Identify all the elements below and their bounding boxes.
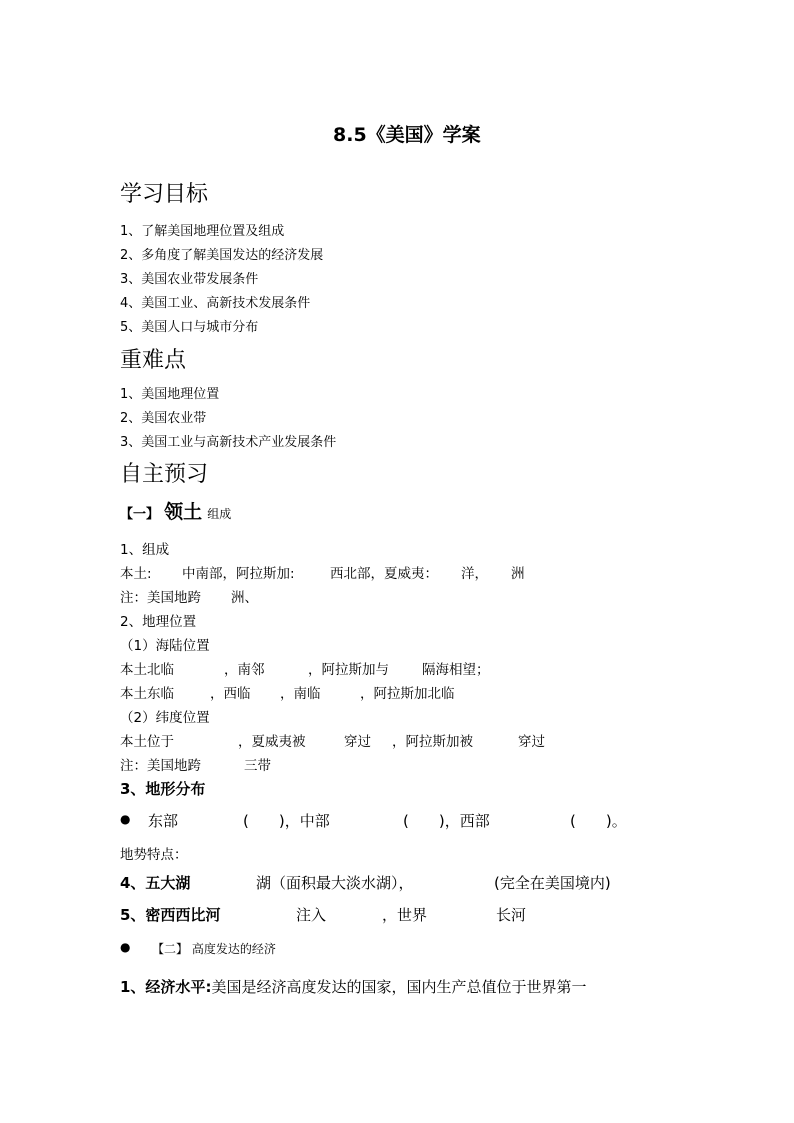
objectives-heading: 学习目标 (120, 182, 209, 207)
line-part: ，阿拉斯加北临 (360, 686, 455, 702)
bullet-icon: ● (120, 940, 131, 954)
line-part: ，西临 (210, 686, 251, 702)
terrain-part: 东部 (148, 812, 179, 830)
economy-line (120, 976, 586, 997)
economy-label: 1、经济水平: (120, 978, 212, 996)
objective-item: 5、美国人口与城市分布 (120, 320, 259, 335)
terrain-heading: 3、地形分布 (120, 780, 206, 798)
line-part: ，夏威夷被 (238, 734, 306, 750)
keypoint-item: 3、美国工业与高新技术产业发展条件 (120, 435, 337, 450)
mainland-part: 洲 (511, 566, 525, 582)
section2-label: 【二】 高度发达的经济 (152, 942, 276, 956)
line-part: 隔海相望； (422, 662, 490, 678)
objective-item: 2、多角度了解美国发达的经济发展 (120, 248, 324, 263)
terrain-trend: 地势特点： (120, 847, 188, 863)
section2-title (120, 940, 340, 960)
sea-land-line-1 (120, 658, 500, 678)
lakes-part: 湖（面积最大淡水湖）， (256, 874, 414, 892)
note-part: 三带 (244, 758, 271, 774)
terrain-part: ( )。 (570, 812, 627, 830)
lakes-line (120, 872, 640, 894)
line-part: ，南临 (280, 686, 321, 702)
latitude-note (120, 754, 300, 774)
line-part: 本土位于 (120, 734, 174, 750)
economy-text: 美国是经济高度发达的国家，国内生产总值位于世界第一 (211, 978, 587, 996)
composition-heading: 1、组成 (120, 542, 170, 558)
river-part: 注入 (296, 906, 327, 924)
composition-note (120, 586, 320, 606)
keypoint-item: 1、美国地理位置 (120, 387, 220, 402)
latitude-heading: （2）纬度位置 (120, 710, 210, 726)
page-title: 8.5《美国》学案 (333, 124, 481, 146)
line-part: ，阿拉斯加被 (392, 734, 473, 750)
objective-item: 3、美国农业带发展条件 (120, 272, 259, 287)
section1-title-big: 领土 (164, 501, 203, 523)
mainland-line (120, 562, 540, 582)
terrain-part: ( )，西部 (403, 812, 490, 830)
sea-land-heading: （1）海陆位置 (120, 638, 210, 654)
lakes-part: (完全在美国境内) (494, 874, 611, 892)
section1-title-small: 组成 (207, 507, 232, 521)
river-part: 长河 (496, 906, 527, 924)
mainland-label: 本土: (120, 566, 152, 582)
bullet-icon: ● (120, 812, 131, 826)
line-part: 穿过 (344, 734, 371, 750)
note-part: 洲、 (231, 590, 258, 606)
location-heading: 2、地理位置 (120, 614, 197, 630)
latitude-line (120, 730, 560, 750)
objective-item: 4、美国工业、高新技术发展条件 (120, 296, 311, 311)
line-part: 本土北临 (120, 662, 174, 678)
note-part: 注：美国地跨 (120, 758, 201, 774)
line-part: ，阿拉斯加与 (308, 662, 389, 678)
mainland-part: 洋， (461, 566, 488, 582)
river-label: 5、密西西比河 (120, 906, 221, 924)
line-part: ，南邻 (224, 662, 265, 678)
section1-title (120, 497, 231, 524)
river-part: ，世界 (382, 906, 428, 924)
line-part: 本土东临 (120, 686, 174, 702)
line-part: 穿过 (518, 734, 545, 750)
mainland-part: 西北部，夏威夷： (330, 566, 438, 582)
note-part: 注：美国地跨 (120, 590, 201, 606)
river-line (120, 904, 540, 926)
terrain-line (120, 810, 640, 832)
sea-land-line-2 (120, 682, 480, 702)
keypoint-item: 2、美国农业带 (120, 411, 207, 426)
terrain-part: ( )，中部 (243, 812, 330, 830)
preview-heading: 自主预习 (120, 462, 209, 487)
mainland-part: 中南部，阿拉斯加: (182, 566, 295, 582)
keypoints-heading: 重难点 (120, 348, 187, 373)
section1-tag: 【一】 (120, 507, 160, 522)
objective-item: 1、了解美国地理位置及组成 (120, 224, 285, 239)
lakes-label: 4、五大湖 (120, 874, 191, 892)
